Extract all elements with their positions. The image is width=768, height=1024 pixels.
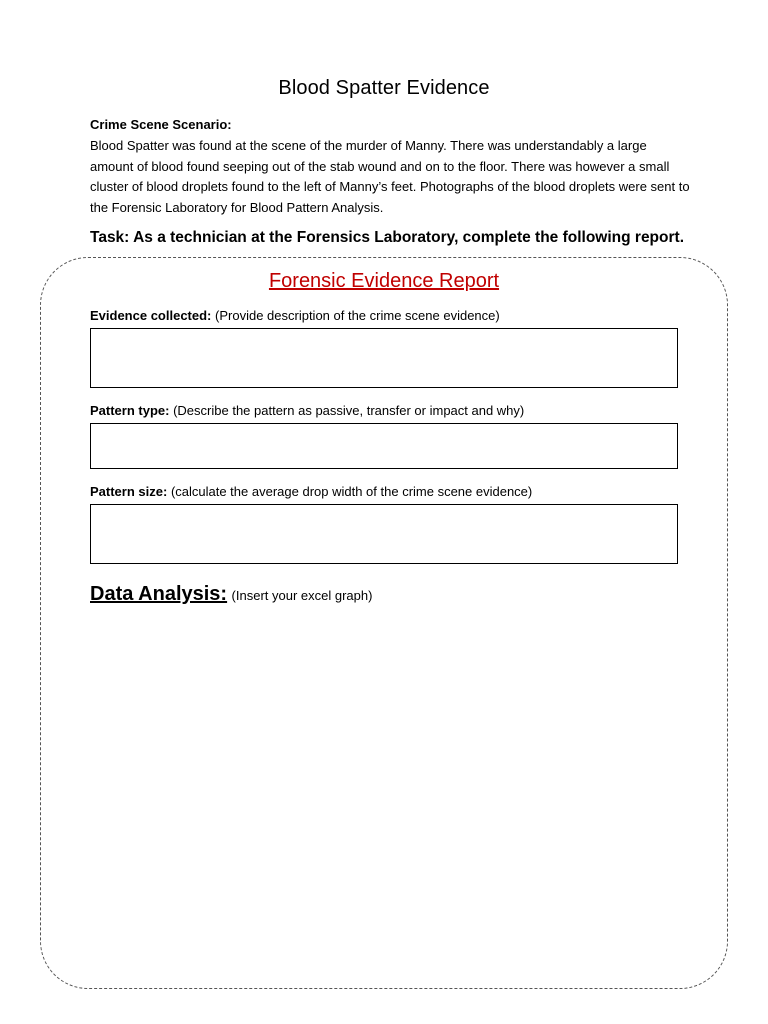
pattern-type-label [90, 402, 524, 420]
data-analysis-heading: Data Analysis: [90, 583, 228, 605]
data-analysis-section [90, 580, 372, 610]
pattern-type-box[interactable] [90, 423, 678, 469]
data-analysis-hint: (Insert your excel graph) [231, 588, 373, 603]
pattern-type-hint: (Describe the pattern as passive, transfer or impact and why) [173, 403, 525, 418]
pattern-size-label [90, 483, 532, 501]
pattern-size-label-text: Pattern size: [90, 484, 168, 499]
pattern-type-label-text: Pattern type: [90, 403, 170, 418]
page-title: Blood Spatter Evidence [278, 77, 490, 99]
scenario-section [90, 115, 690, 219]
task-instruction: Task: As a technician at the Forensics Laboratory, complete the following report. [90, 229, 684, 246]
evidence-collected-hint: (Provide description of the crime scene evidence) [215, 308, 500, 323]
report-title: Forensic Evidence Report [268, 270, 500, 292]
scenario-body: Blood Spatter was found at the scene of the murder of Manny. There was understandably a large amount of blood found seeping out of the stab wound and on to the floor. There was however a small cluster of blood droplets found to the left of Manny’s feet. Photographs of the blood droplets were sent to the Forensic Laboratory for Blood Pattern Analysis. [90, 137, 690, 216]
pattern-size-hint: (calculate the average drop width of the crime scene evidence) [170, 484, 533, 499]
scenario-heading: Crime Scene Scenario: [90, 117, 232, 132]
evidence-collected-box[interactable] [90, 328, 678, 388]
evidence-collected-label [90, 307, 500, 325]
evidence-collected-label-text: Evidence collected: [90, 308, 212, 323]
pattern-size-box[interactable] [90, 504, 678, 564]
